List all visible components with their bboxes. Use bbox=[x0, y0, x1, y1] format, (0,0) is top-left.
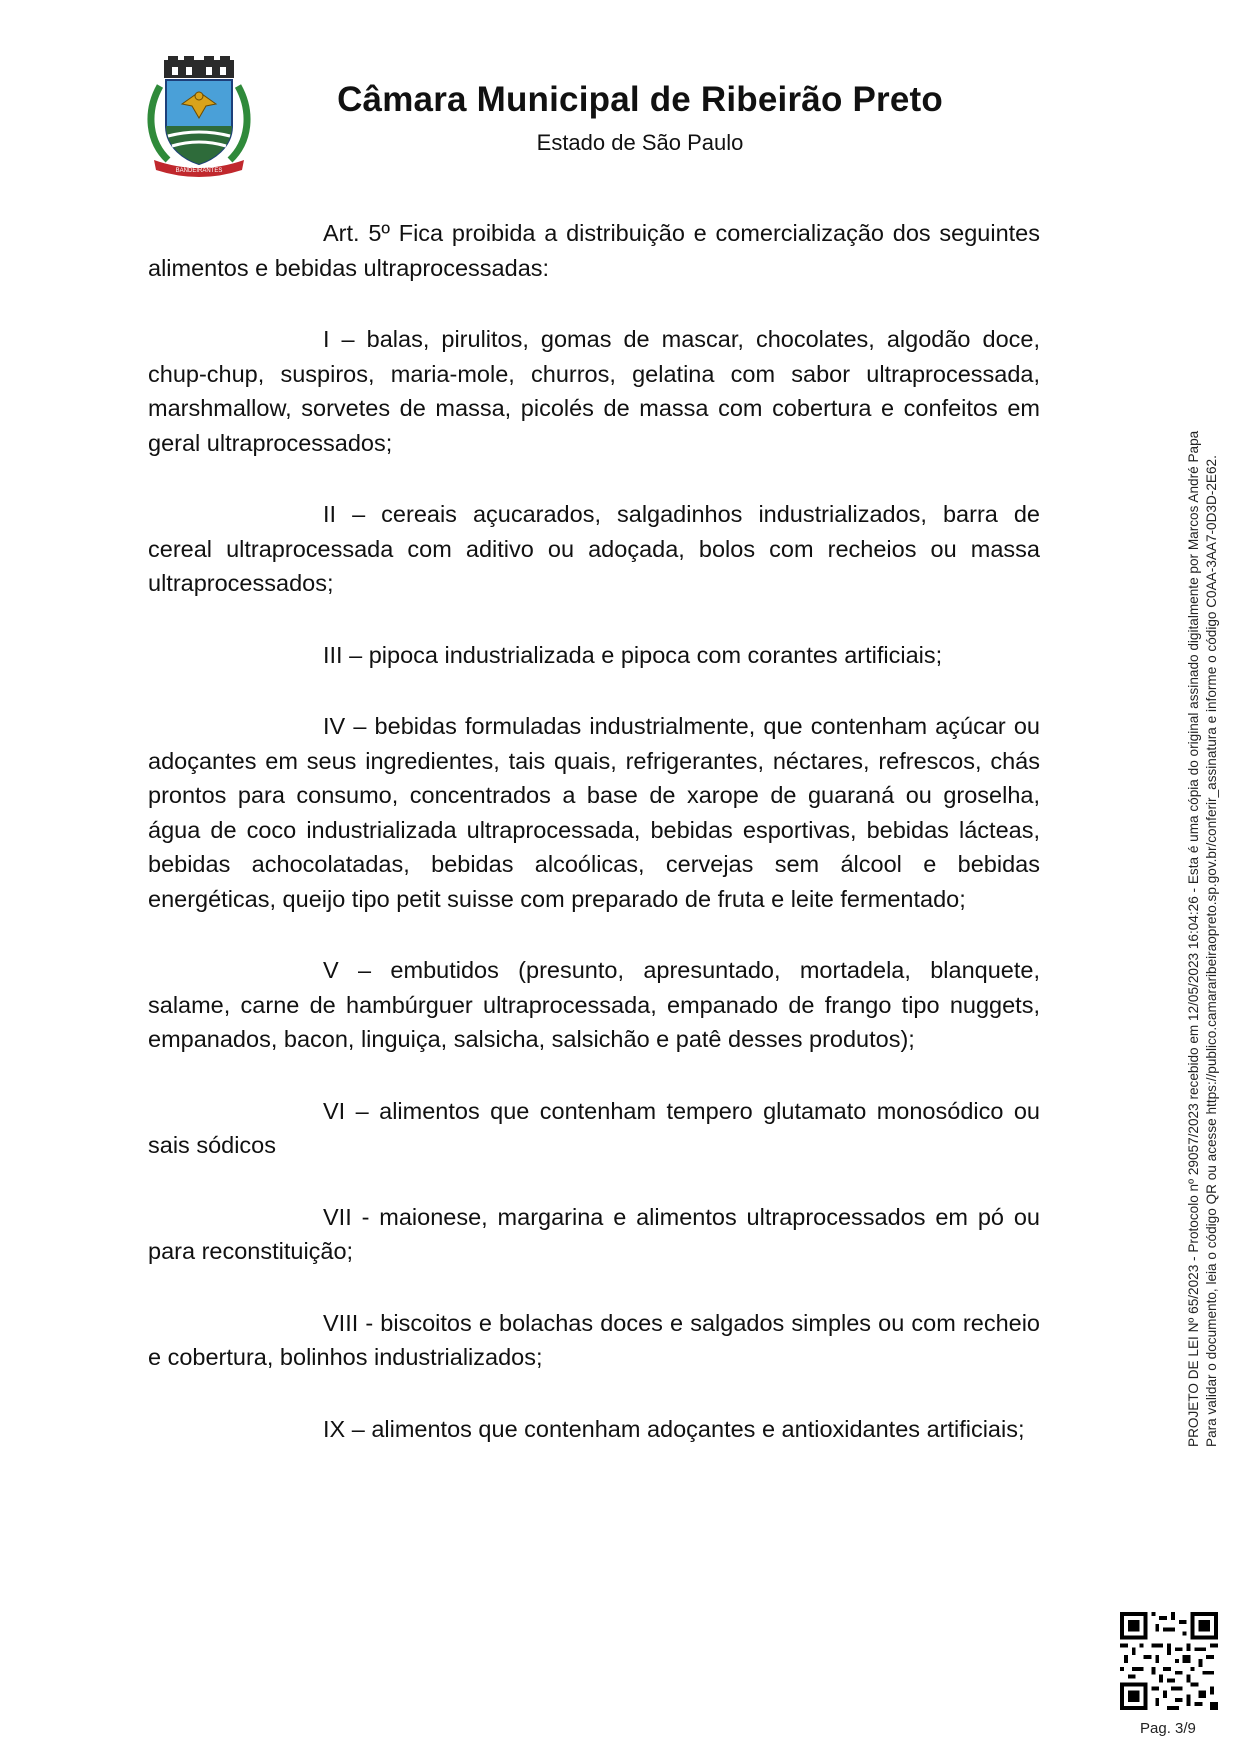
item-iv: IV – bebidas formuladas industrialmente, que contenham açúcar ou adoçantes em seus ingredientes, tais quais, refrigerantes, néctares, refrescos, chás prontos para consumo, concentrados a base de xarope de guaraná ou groselha, água de coco industrializada ultraprocessada, bebidas esportivas, bebidas lácteas, bebidas achocolatadas, bebidas alcoólicas, cervejas sem álcool e bebidas energéticas, queijo tipo petit suisse com preparado de fruta e leite fermentado; bbox=[148, 713, 1040, 912]
item-ii: II – cereais açucarados, salgadinhos industrializados, barra de cereal ultraprocessada com aditivo ou adoçada, bolos com recheios ou massa ultraprocessados; bbox=[148, 501, 1040, 596]
item-i: I – balas, pirulitos, gomas de mascar, chocolates, algodão doce, chup-chup, suspiros, maria-mole, churros, gelatina com sabor ultraprocessada, marshmallow, sorvetes de massa, picolés de massa com cobertura e confeitos em geral ultraprocessados; bbox=[148, 326, 1040, 456]
item-v: V – embutidos (presunto, apresuntado, mortadela, blanquete, salame, carne de hambúrguer ultraprocessada, empanado de frango tipo nuggets, empanados, bacon, linguiça, salsicha, salsichão e patê desses produtos); bbox=[148, 957, 1040, 1052]
item-ix: IX – alimentos que contenham adoçantes e antioxidantes artificiais; bbox=[323, 1415, 1025, 1442]
item-viii: VIII - biscoitos e bolachas doces e salgados simples ou com recheio e cobertura, bolinhos industrializados; bbox=[148, 1309, 1040, 1370]
qr-code-icon[interactable] bbox=[1120, 1612, 1218, 1710]
item-iii: III – pipoca industrializada e pipoca com corantes artificiais; bbox=[323, 641, 943, 668]
item-vi: VI – alimentos que contenham tempero glutamato monosódico ou sais sódicos bbox=[148, 1097, 1040, 1158]
svg-text:BANDEIRANTES: BANDEIRANTES bbox=[175, 168, 223, 174]
article-5-heading: Art. 5º Fica proibida a distribuição e comercialização dos seguintes alimentos e bebidas ultraprocessadas: bbox=[148, 220, 1040, 281]
coat-of-arms-icon bbox=[146, 56, 252, 182]
item-vii: VII - maionese, margarina e alimentos ultraprocessados em pó ou para reconstituição; bbox=[148, 1203, 1040, 1264]
page-title: Câmara Municipal de Ribeirão Preto bbox=[337, 80, 943, 119]
page-number: Pag. 3/9 bbox=[1140, 1720, 1196, 1737]
signature-validation-note bbox=[1185, 431, 1221, 1447]
validation-line: Para validar o documento, leia o código QR ou acesse https://publico.camararibeiraopreto.sp.gov.br/conferir_assinatura e informe o código C0AA-3AA7-0D3D-2E62. bbox=[1204, 455, 1219, 1447]
page-subtitle: Estado de São Paulo bbox=[536, 130, 744, 155]
document-body bbox=[148, 216, 1040, 1483]
protocol-line: PROJETO DE LEI Nº 65/2023 - Protocolo nº 29057/2023 recebido em 12/05/2023 16:04:26 - Esta é uma cópia do original assinado digitalmente por Marcos André Papa bbox=[1186, 430, 1201, 1447]
